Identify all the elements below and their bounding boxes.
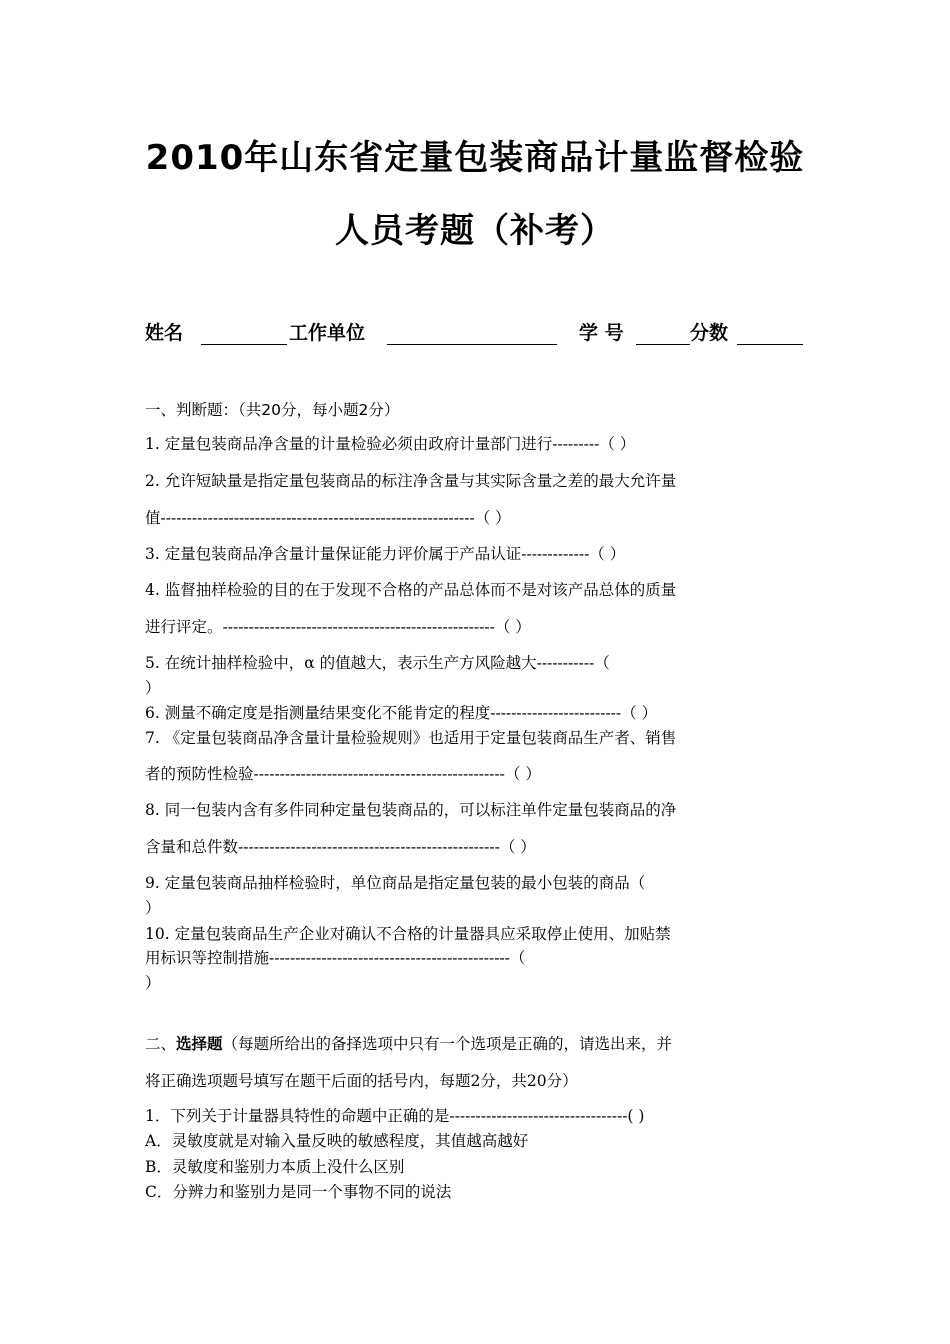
- question-line: ）: [145, 679, 161, 697]
- question-line: 8. 同一包装内含有多件同种定量包装商品的，可以标注单件定量包装商品的净: [145, 801, 677, 819]
- question-line: 2. 允许短缺量是指定量包装商品的标注净含量与其实际含量之差的最大允许量: [145, 472, 677, 490]
- student-number-label: 学 号: [579, 322, 624, 344]
- section2-heading-prefix: 二、: [145, 1035, 177, 1053]
- section2-heading-rest: （每题所给出的备择选项中只有一个选项是正确的，请选出来，并: [222, 1035, 673, 1053]
- section2-heading-bold: 选择题: [176, 1035, 223, 1053]
- name-blank[interactable]: [201, 344, 287, 345]
- question-line: ）: [145, 974, 161, 992]
- question-line: 3. 定量包装商品净含量计量保证能力评价属于产品认证-------------（ ）: [145, 545, 626, 563]
- student-info-row: [145, 318, 805, 350]
- page-title-line1: 2010年山东省定量包装商品计量监督检验: [145, 138, 805, 178]
- question-line: 进行评定。----------------------------------------------------（ ）: [145, 618, 531, 636]
- question-line: 1．下列关于计量器具特性的命题中正确的是----------------------------------( ): [145, 1107, 645, 1125]
- work-unit-blank[interactable]: [387, 344, 557, 345]
- section2-heading-line2: 将正确选项题号填写在题干后面的括号内，每题2分，共20分）: [145, 1072, 578, 1090]
- question-line: 者的预防性检验------------------------------------------------（ ）: [145, 765, 541, 783]
- question-line: 含量和总件数--------------------------------------------------（ ）: [145, 838, 536, 856]
- section2-heading: [145, 1032, 672, 1054]
- question-line: 7. 《定量包装商品净含量计量检验规则》也适用于定量包装商品生产者、销售: [145, 729, 677, 747]
- question-line: 值------------------------------------------------------------（ ）: [145, 509, 511, 527]
- question-line: 1. 定量包装商品净含量的计量检验必须由政府计量部门进行---------（ ）: [145, 435, 636, 453]
- question-line: ）: [145, 899, 161, 917]
- question-line: 用标识等控制措施----------------------------------------------（: [145, 949, 526, 967]
- student-number-blank[interactable]: [636, 344, 690, 345]
- option-line: C．分辨力和鉴别力是同一个事物不同的说法: [145, 1183, 452, 1201]
- score-blank[interactable]: [737, 344, 803, 345]
- name-label: 姓名: [145, 322, 184, 344]
- question-line: 4. 监督抽样检验的目的在于发现不合格的产品总体而不是对该产品总体的质量: [145, 581, 677, 599]
- score-label: 分数: [690, 322, 729, 344]
- question-line: 5. 在统计抽样检验中，α 的值越大，表示生产方风险越大-----------（: [145, 654, 610, 672]
- work-unit-label: 工作单位: [289, 322, 366, 344]
- page-title-line2: 人员考题（补考）: [335, 211, 615, 251]
- option-line: B．灵敏度和鉴别力本质上没什么区别: [145, 1158, 405, 1176]
- question-line: 10. 定量包装商品生产企业对确认不合格的计量器具应采取停止使用、加贴禁: [145, 925, 671, 943]
- option-line: A．灵敏度就是对输入量反映的敏感程度，其值越高越好: [145, 1132, 529, 1150]
- section1-heading: 一、判断题：（共20分，每小题2分）: [145, 401, 400, 419]
- question-line: 6. 测量不确定度是指测量结果变化不能肯定的程度-------------------------（ ）: [145, 704, 658, 722]
- question-line: 9. 定量包装商品抽样检验时，单位商品是指定量包装的最小包装的商品（: [145, 874, 646, 892]
